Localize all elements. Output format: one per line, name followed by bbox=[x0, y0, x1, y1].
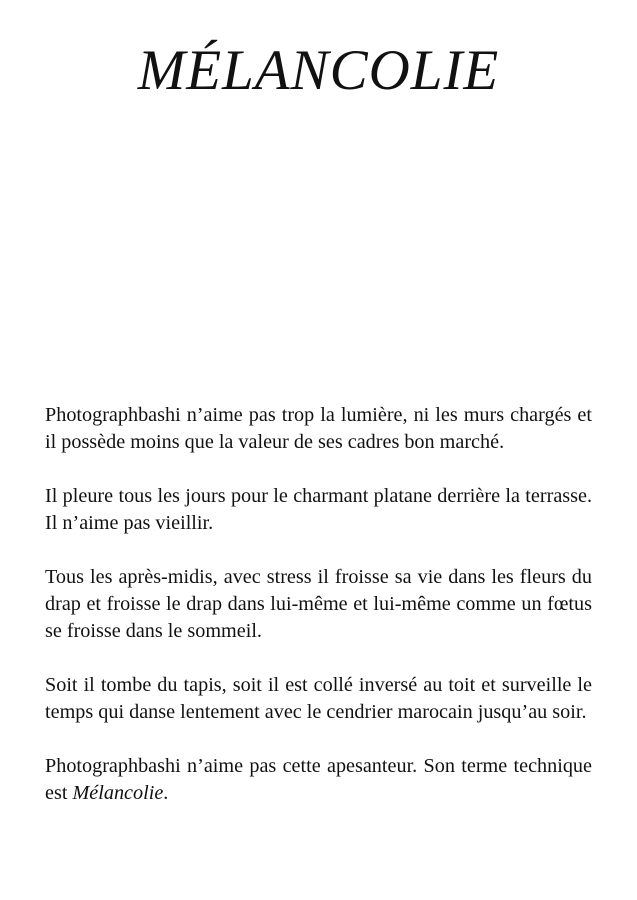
paragraph: Soit il tombe du tapis, soit il est collé inversé au toit et surveille le temps qui danse lentement avec le cendrier marocain jusqu’au soir. bbox=[45, 674, 592, 723]
page-title: MÉLANCOLIE bbox=[137, 39, 500, 102]
paragraph: Tous les après-midis, avec stress il froisse sa vie dans les fleurs du drap et froisse le drap dans lui-même et lui-même comme un fœtus se froisse dans le sommeil. bbox=[45, 566, 592, 642]
paragraph-final bbox=[45, 753, 592, 807]
paragraph: Il pleure tous les jours pour le charmant platane derrière la terrasse. Il n’aime pas vieillir. bbox=[45, 485, 592, 534]
poem-body bbox=[45, 402, 592, 807]
emphasis-term: Mélancolie bbox=[72, 782, 164, 804]
paragraph: Photographbashi n’aime pas trop la lumière, ni les murs chargés et il possède moins que la valeur de ses cadres bon marché. bbox=[45, 404, 592, 453]
paragraph-final-end: . bbox=[163, 782, 169, 804]
paragraph-final-text: Photographbashi n’aime pas cette apesanteur. Son terme technique est bbox=[45, 755, 592, 804]
